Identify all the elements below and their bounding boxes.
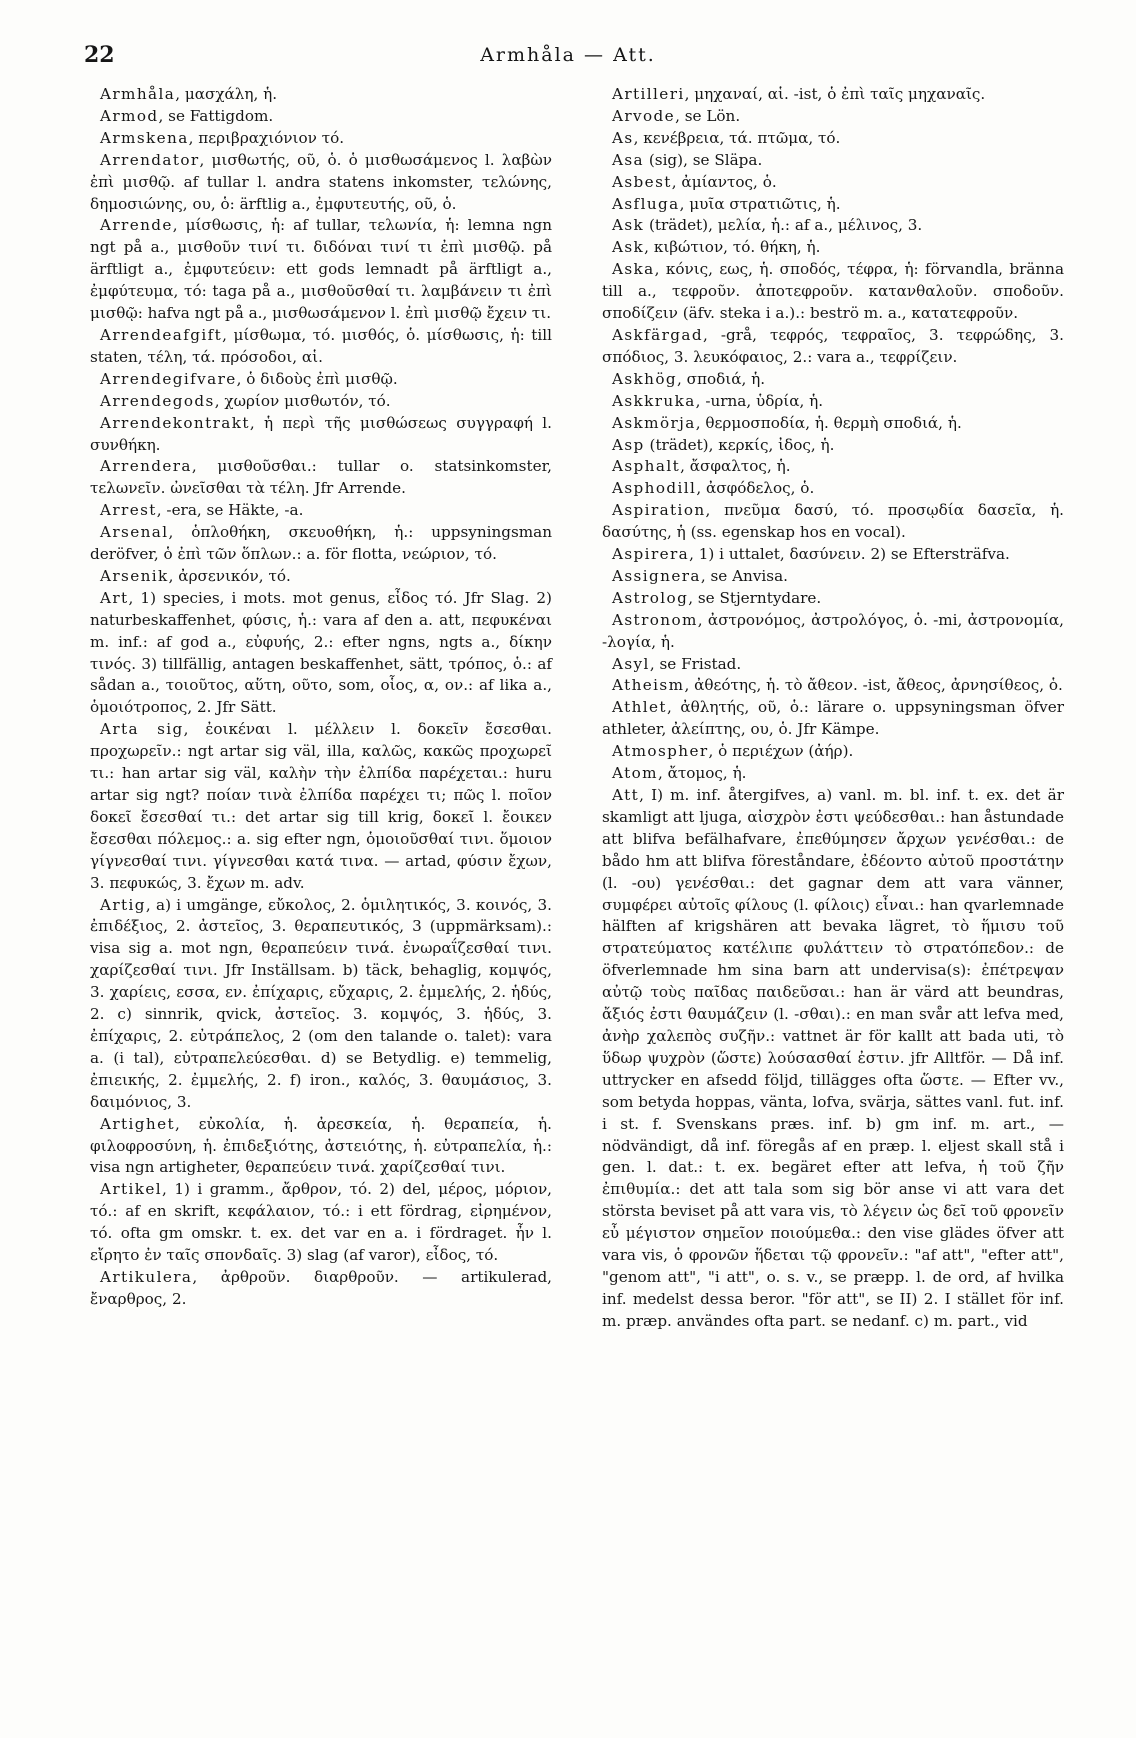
entry-text: , ἐοικέναι l. μέλλειν l. δοκεῖν ἔσεσθαι. προχωρεῖν.: ngt artar sig väl, illa, καλῶς, κακῶς προχωρεῖ τι.: han artar sig väl, καλὴν τὴν ἐλπίδα παρέχεται.: huru artar sig ngt? ποίαν τινὰ ἐλπίδα παρέχει τι; πῶς l. ποῖον δοκεῖ ἔσεσθαί τι.: det artar sig till krig, δοκεῖ l. ἔοικεν ἔσεσθαι πόλεμος.: a. sig efter ngn, ὁμοιοῦσθαί τινι. ὅμοιον γίγνεσθαί τινι. γίγνεσθαι κατά τινα. — artad, φύσιν ἔχων, 3. πεφυκώς, 3. ἔχων m. adv. — [90, 720, 552, 892]
entry-lemma: Aspirera — [612, 545, 690, 564]
dictionary-entry — [90, 413, 552, 457]
dictionary-entry — [602, 697, 1064, 741]
entry-lemma: Ask — [612, 216, 645, 235]
entry-text: (trädet), μελία, ἡ.: af a., μέλινος, 3. — [644, 216, 923, 235]
entry-lemma: Arrende — [100, 216, 173, 235]
entry-text: , σποδιά, ἡ. — [677, 369, 766, 388]
dictionary-entry — [90, 522, 552, 566]
entry-text: , κενέβρεια, τά. πτῶμα, τό. — [633, 128, 841, 147]
entry-lemma: Art — [100, 588, 129, 607]
dictionary-entry — [602, 259, 1064, 325]
entry-lemma: Askkruka — [612, 391, 696, 410]
entry-text: , μίσθωμα, τό. μισθός, ὁ. μίσθωσις, ἡ: till staten, τέλη, τά. πρόσοδοι, αἱ. — [90, 325, 552, 366]
entry-lemma: Arta sig — [100, 720, 184, 739]
entry-text: , 1) i uttalet, δασύνειν. 2) se Eftersträfva. — [689, 545, 1010, 564]
entry-text: , μασχάλη, ἡ. — [175, 85, 278, 103]
dictionary-entry — [602, 500, 1064, 544]
entry-text: , se Anvisa. — [700, 566, 788, 585]
dictionary-entry — [602, 785, 1064, 1333]
dictionary-entry — [90, 588, 552, 719]
right-column — [602, 84, 1064, 1333]
dictionary-entry — [602, 654, 1064, 676]
entry-lemma: Artikulera — [100, 1267, 193, 1286]
entry-text: , μισθοῦσθαι.: tullar o. statsinkomster, τελωνεῖν. ὠνεῖσθαι τὰ τέλη. Jfr Arrende. — [90, 457, 552, 498]
entry-text: , ἀρσενικόν, τό. — [168, 566, 291, 585]
entry-text: , 1) i gramm., ἄρθρον, τό. 2) del, μέρος, μόριον, τό.: af en skrift, κεφάλαιον, τό.: i ett fördrag, εἰρημένον, τό. ofta gm omskr. t. ex. det var en a. i fördraget. ἦν l. εἴρητο ἐν ταῖς σπονδαῖς. 3) slag (af varor), εἶδος, τό. — [90, 1180, 552, 1265]
dictionary-entry — [90, 719, 552, 894]
entry-lemma: Asfluga — [612, 194, 680, 213]
dictionary-entry — [602, 194, 1064, 216]
entry-text: , ἀμίαντος, ὁ. — [671, 172, 777, 191]
entry-lemma: Armod — [100, 106, 159, 125]
entry-text: , πνεῦμα δασύ, τό. προσῳδία δασεῖα, ἡ. δασύτης, ἡ (ss. egenskap hos en vocal). — [602, 501, 1064, 542]
entry-text: , μισθωτής, οῦ, ὁ. ὁ μισθωσάμενος l. λαβὼν ἐπὶ μισθῷ. af tullar l. andra statens inkomster, τελώνης, δημοσιώνης, ου, ὁ: ärftlig a., ἐμφυτευτής, οῦ, ὁ. — [90, 150, 552, 213]
dictionary-entry — [602, 456, 1064, 478]
entry-lemma: Atom — [612, 764, 658, 783]
entry-lemma: Astronom — [612, 610, 698, 629]
entry-text: (sig), se Släpa. — [644, 150, 763, 169]
entry-lemma: Armhåla — [100, 85, 176, 103]
entry-lemma: Asp — [612, 435, 645, 454]
entry-lemma: Askfärgad — [612, 325, 703, 344]
entry-text: , κόνις, εως, ἡ. σποδός, τέφρα, ἡ: förvandla, bränna till a., τεφροῦν. ἀποτεφροῦν. κατανθαλοῦν. σποδοῦν. σποδίζειν (äfv. steka i a.).: beströ m. a., κατατεφροῦν. — [602, 260, 1064, 323]
dictionary-entry — [90, 456, 552, 500]
entry-lemma: Att — [612, 786, 640, 804]
dictionary-entry — [90, 150, 552, 216]
entry-text: , ἀθεότης, ἡ. τὸ ἄθεον. -ist, ἄθεος, ἀρνησίθεος, ὁ. — [684, 676, 1063, 695]
dictionary-entry — [602, 325, 1064, 369]
entry-lemma: Atmospher — [612, 742, 709, 761]
entry-text: , ἀστρονόμος, ἀστρολόγος, ὁ. -mi, ἀστρονομία, -λογία, ἡ. — [602, 610, 1064, 651]
entry-text: , θερμοσποδία, ἡ. θερμὴ σποδιά, ἡ. — [695, 413, 962, 432]
dictionary-entry — [602, 84, 1064, 106]
dictionary-entry — [602, 763, 1064, 785]
entry-lemma: Artig — [100, 895, 146, 914]
entry-lemma: Arrendera — [100, 457, 192, 476]
dictionary-entry — [90, 215, 552, 325]
entry-text: , ἄσφαλτος, ἡ. — [680, 457, 791, 476]
entry-text: , μίσθωσις, ἡ: af tullar, τελωνία, ἡ: lemna ngn ngt på a., μισθοῦν τινί τι. διδόναι τινί τι ἐπὶ μισθῷ. på ärftligt a., ἐμφυτεύειν: ett gods lemnadt på ärftligt a., ἐμφύτευμα, τό: taga på a., μισθοῦσθαί τι. λαμβάνειν τι ἐπὶ μισθῷ: hafva ngt på a., μισθωσάμενον l. ἐπὶ μισθῷ ἔχειν τι. — [90, 216, 552, 323]
entry-lemma: Askhög — [612, 369, 678, 388]
entry-lemma: As — [612, 128, 634, 147]
entry-lemma: Arrendegifvare — [100, 369, 237, 388]
entry-text: , se Fattigdom. — [158, 106, 274, 125]
entry-lemma: Asphalt — [612, 457, 681, 476]
page-number: 22 — [84, 42, 115, 68]
entry-text: , I) m. inf. återgifves, a) vanl. m. bl. inf. t. ex. det är skamligt att ljuga, αἰσχρὸν ἐστι ψεύδεσθαι.: han åstundade att blifva befälhafvare, ἐπεθύμησεν ἄρχων γενέσθαι.: de bådo hm att blifva föreståndare, ἐδέοντο αὐτοῦ προστάτην (l. -ου) γενέσθαι.: det gagnar dem att vara vänner, συμφέρει αὐτοῖς φίλους (l. φίλοις) εἶναι.: han qvarlemnade hälften af krigshären att bevaka lägret, τὸ ἥμισυ τοῦ στρατεύματος κατέλιπε φυλάττειν τὸ στρατόπεδον.: de öfverlemnade hm sina barn att undervisa(s): ἐπέτρεψαν αὐτῷ τοὺς παῖδας παιδεῦσαι.: han är värd att beundras, ἄξιός ἐστι θαυμάζειν (l. -σθαι).: en man svår att lefva med, ἀνὴρ χαλεπὸς συζῆν.: vattnet är för kallt att bada uti, τὸ ὕδωρ ψυχρὸν (ὥστε) λούσασθαί ἐστιν. jfr Alltför. — Då inf. uttrycker en afsedd följd, tillägges ofta ὥστε. — Efter vv., som betyda hoppas, vänta, lofva, svärja, sättes vanl. fut. inf. i st. f. Svenskans præs. inf. b) gm inf. m. art., — nödvändigt, då inf. föregås af en præp. l. eljest skall stå i gen. l. dat.: t. ex. begäret efter att lefva, ἡ τοῦ ζῆν ἐπιθυμία.: det att tala som sig bör anse vi att vara det största beviset på att vara vis, τὸ λέγειν ὡς δεῖ τοῦ φρονεῖν εὖ μέγιστον σημεῖον ποιούμεθα.: den vise glädes öfver att vara vis, ὁ φρονῶν ἥδεται τῷ φρονεῖν.: "af att", "efter att", "genom att", "i att", o. s. v., se præpp. l. de ord, af hvilka inf. medelst dessa beror. "för att", se II) 2. I stället för inf. m. præp. användes ofta part. se nedanf. c) m. part., vid — [602, 786, 1064, 1330]
entry-text: , a) i umgänge, εὔκολος, 2. ὁμιλητικός, 3. κοινός, 3. ἐπιδέξιος, 2. ἀστεῖος, 3. θεραπευτικός, 3 (uppmärksam).: visa sig a. mot ngn, θεραπεύειν τινά. ἐνωραΐζεσθαί τινι. χαρίζεσθαί τινι. Jfr Inställsam. b) täck, behaglig, κομψός, 3. χαρίεις, εσσα, εν. ἐπίχαρις, εὔχαρις, 2. ἐμμελής, 2. ἡδύς, 2. c) sinnrik, qvick, ἀστεῖος. 3. κομψός, 3. ἡδύς, 3. ἐπίχαρις, 2. εὐτράπελος, 2 (om den talande o. talet): vara a. (i tal), εὐτραπελεύεσθαι. d) se Betydlig. e) temmelig, ἐπιεικής, 2. ἐμμελής, 2. f) iron., καλός, 3. θαυμάσιος, 3. δαιμόνιος, 3. — [90, 895, 552, 1111]
entry-lemma: Asphodill — [612, 479, 697, 498]
entry-text: , se Lön. — [675, 106, 741, 125]
dictionary-entry — [602, 413, 1064, 435]
entry-lemma: Armskena — [100, 128, 189, 147]
entry-text: , ὁ περιέχων (ἀήρ). — [708, 742, 854, 761]
dictionary-entry — [602, 128, 1064, 150]
dictionary-entry — [90, 500, 552, 522]
entry-text: , μηχαναί, αἱ. -ist, ὁ ἐπὶ ταῖς μηχαναῖς. — [684, 85, 986, 103]
entry-lemma: Arsenal — [100, 523, 169, 542]
dictionary-entry — [90, 369, 552, 391]
entry-lemma: Arrendator — [100, 150, 200, 169]
dictionary-entry — [602, 544, 1064, 566]
entry-text: , -era, se Häkte, -a. — [156, 501, 304, 520]
entry-lemma: Asbest — [612, 172, 672, 191]
entry-lemma: Arrendeafgift — [100, 325, 223, 344]
dictionary-entry — [602, 369, 1064, 391]
entry-text: , ἄτομος, ἡ. — [657, 764, 747, 783]
dictionary-entry — [602, 675, 1064, 697]
entry-text: , εὐκολία, ἡ. ἀρεσκεία, ἡ. θεραπεία, ἡ. φιλοφροσύνη, ἡ. ἐπιδεξιότης, ἀστειότης, ἡ. εὐτραπελία, ἡ.: visa ngn artigheter, θεραπεύειν τινά. χαρίζεσθαί τινι. — [90, 1114, 552, 1177]
dictionary-entry — [602, 106, 1064, 128]
entry-lemma: Arvode — [612, 106, 676, 125]
entry-text: , ὁ διδοὺς ἐπὶ μισθῷ. — [236, 369, 398, 388]
dictionary-entry — [602, 172, 1064, 194]
dictionary-entry — [90, 391, 552, 413]
entry-text: , -grå, τεφρός, τεφραῖος, 3. τεφρώδης, 3. σπόδιος, 3. λευκόφαιος, 2.: vara a., τεφρίζειν. — [602, 325, 1064, 366]
dictionary-entry — [602, 588, 1064, 610]
dictionary-entry — [602, 610, 1064, 654]
dictionary-entry — [90, 1179, 552, 1267]
left-column — [90, 84, 552, 1311]
entry-text: , ἡ περὶ τῆς μισθώσεως συγγραφή l. συνθήκη. — [90, 413, 552, 454]
running-head: Armhåla — Att. — [480, 44, 656, 66]
dictionary-entry — [90, 128, 552, 150]
entry-lemma: Ask — [612, 238, 645, 257]
entry-text: , κιβώτιον, τό. θήκη, ἡ. — [644, 238, 821, 257]
entry-lemma: Arrendegods — [100, 391, 215, 410]
entry-text: (trädet), κερκίς, ἰδος, ἡ. — [644, 435, 835, 454]
entry-lemma: Arrest — [100, 501, 157, 520]
entry-lemma: Arrendekontrakt — [100, 413, 250, 432]
dictionary-entry — [602, 741, 1064, 763]
entry-text: , -urna, ὑδρία, ἡ. — [695, 391, 824, 410]
entry-lemma: Aska — [612, 260, 655, 279]
entry-text: , ἀθλητής, οῦ, ὁ.: lärare o. uppsyningsman öfver athleter, ἀλείπτης, ου, ὁ. Jfr Kämpe. — [602, 698, 1064, 739]
entry-lemma: Artilleri — [612, 85, 685, 103]
entry-text: , 1) species, i mots. mot genus, εἶδος τό. Jfr Slag. 2) naturbeskaffenhet, φύσις, ἡ.: vara af den a. att, πεφυκέναι m. inf.: af god a., εὐφυής, 2.: efter ngns, ngts a., δίκην τινός. 3) tillfällig, antagen beskaffenhet, sätt, τρόπος, ὁ.: af sådan a., τοιοῦτος, αὕτη, οῦτο, som, οἷος, α, ον.: af lika a., ὁμοιότροπος, 2. Jfr Sätt. — [90, 588, 552, 717]
dictionary-entry — [90, 566, 552, 588]
dictionary-entry — [602, 391, 1064, 413]
dictionary-entry — [90, 84, 552, 106]
entry-text: , ἀρθροῦν. διαρθροῦν. — artikulerad, ἔναρθρος, 2. — [90, 1267, 552, 1308]
entry-text: , se Fristad. — [649, 654, 742, 673]
entry-lemma: Artikel — [100, 1180, 163, 1199]
entry-lemma: Arsenik — [100, 566, 169, 585]
dictionary-entry — [90, 106, 552, 128]
entry-lemma: Artighet — [100, 1114, 175, 1133]
entry-text: , χωρίον μισθωτόν, τό. — [214, 391, 391, 410]
dictionary-entry — [602, 566, 1064, 588]
dictionary-entry — [602, 215, 1064, 237]
entry-lemma: Atheism — [612, 676, 685, 695]
entry-text: , μυῖα στρατιῶτις, ἡ. — [679, 194, 841, 213]
entry-text: , ὁπλοθήκη, σκευοθήκη, ἡ.: uppsyningsman deröfver, ὁ ἐπὶ τῶν ὅπλων.: a. för flotta, νεώριον, τό. — [90, 523, 552, 564]
entry-lemma: Askmörja — [612, 413, 696, 432]
entry-lemma: Athlet — [612, 698, 667, 717]
dictionary-entry — [602, 150, 1064, 172]
entry-lemma: Assignera — [612, 566, 701, 585]
dictionary-entry — [602, 237, 1064, 259]
dictionary-entry — [90, 325, 552, 369]
entry-lemma: Asa — [612, 150, 645, 169]
dictionary-entry — [90, 895, 552, 1114]
dictionary-entry — [90, 1114, 552, 1180]
entry-text: , se Stjerntydare. — [688, 588, 822, 607]
entry-lemma: Asyl — [612, 654, 650, 673]
dictionary-entry — [90, 1267, 552, 1311]
dictionary-entry — [602, 478, 1064, 500]
entry-text: , ἀσφόδελος, ὁ. — [696, 479, 815, 498]
entry-lemma: Astrolog — [612, 588, 689, 607]
entry-lemma: Aspiration — [612, 501, 706, 520]
dictionary-entry — [602, 435, 1064, 457]
entry-text: , περιβραχιόνιον τό. — [188, 128, 345, 147]
